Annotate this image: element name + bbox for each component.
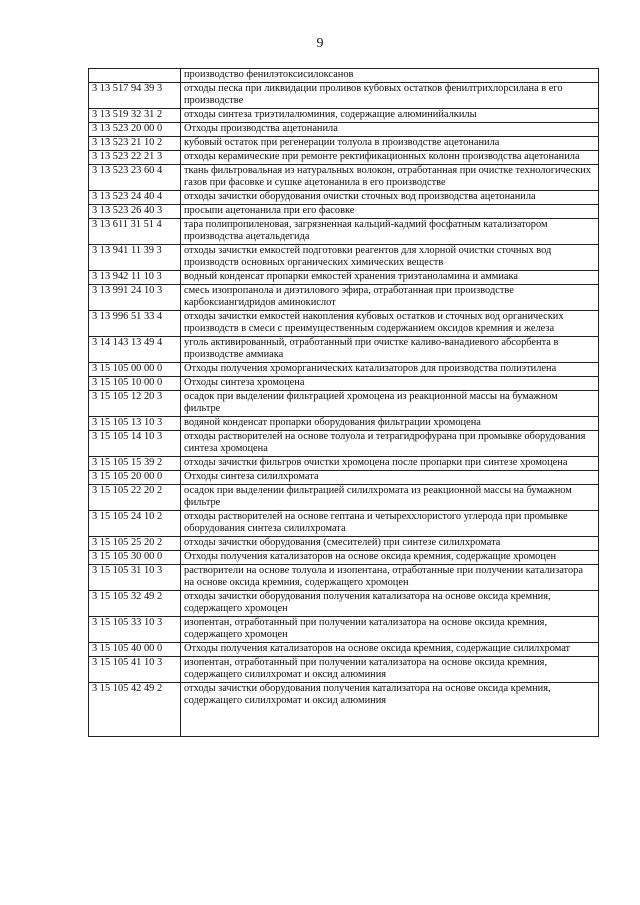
table-row [89,591,599,617]
table-row [89,311,599,337]
waste-code-cell: 3 15 105 14 10 3 [89,431,181,457]
waste-description-cell: тара полипропиленовая, загрязненная кальций-кадмий фосфатным катализатором производства ацетальдегида [181,219,599,245]
waste-code-cell: 3 13 523 24 40 4 [89,191,181,205]
table-row [89,69,599,83]
table-row [89,151,599,165]
waste-code-cell: 3 15 105 40 00 0 [89,643,181,657]
waste-code-cell: 3 15 105 33 10 3 [89,617,181,643]
waste-description-cell: производство фенилэтоксисилоксанов [181,69,599,83]
table-section-row [89,471,599,485]
table-row [89,245,599,271]
waste-code-cell: 3 15 105 32 49 2 [89,591,181,617]
waste-description-cell: отходы зачистки оборудования очистки сточных вод производства ацетонанила [181,191,599,205]
table-row [89,337,599,363]
waste-description-cell: водный конденсат пропарки емкостей хранения триэтаноламина и аммиака [181,271,599,285]
waste-code-cell: 3 15 105 25 20 2 [89,537,181,551]
page-number: 9 [316,36,324,51]
table-row [89,205,599,219]
table-section-row [89,363,599,377]
section-title-cell: Отходы синтеза хромоцена [181,377,599,391]
waste-code-cell: 3 15 105 24 10 2 [89,511,181,537]
waste-description-cell: отходы зачистки фильтров очистки хромоцена после пропарки при синтезе хромоцена [181,457,599,471]
waste-code-cell: 3 13 941 11 39 3 [89,245,181,271]
waste-code-cell: 3 13 517 94 39 3 [89,83,181,109]
waste-description-cell: отходы зачистки оборудования получения катализатора на основе оксида кремния, содержащего хромоцен [181,591,599,617]
section-title-cell: Отходы получения катализаторов на основе оксида кремния, содержащие силилхромат [181,643,599,657]
waste-code-cell: 3 13 942 11 10 3 [89,271,181,285]
waste-description-cell: просыпи ацетонанила при его фасовке [181,205,599,219]
table-row [89,109,599,123]
table-row [89,271,599,285]
table-section-row [89,123,599,137]
waste-code-cell: 3 13 523 22 21 3 [89,151,181,165]
table-section-row [89,551,599,565]
waste-code-cell: 3 15 105 20 00 0 [89,471,181,485]
table-row [89,83,599,109]
waste-code-cell: 3 15 105 13 10 3 [89,417,181,431]
waste-description-cell: изопентан, отработанный при получении катализатора на основе оксида кремния, содержащего силилхромат и оксид алюминия [181,657,599,683]
waste-description-cell: изопентан, отработанный при получении катализатора на основе оксида кремния, содержащего хромоцен [181,617,599,643]
waste-code-cell: 3 13 611 31 51 4 [89,219,181,245]
waste-description-cell: отходы зачистки емкостей подготовки реагентов для хлорной очистки сточных вод производств основных органических химических веществ [181,245,599,271]
waste-description-cell: осадок при выделении фильтрацией силилхромата из реакционной массы на бумажном фильтре [181,485,599,511]
waste-description-cell: водяной конденсат пропарки оборудования фильтрации хромоцена [181,417,599,431]
table-row [89,285,599,311]
table-row [89,565,599,591]
waste-code-cell: 3 13 996 51 33 4 [89,311,181,337]
waste-code-cell: 3 13 523 26 40 3 [89,205,181,219]
table-section-row [89,377,599,391]
table-row [89,137,599,151]
table-row [89,219,599,245]
waste-code-cell: 3 13 523 21 10 2 [89,137,181,151]
table-row [89,191,599,205]
section-title-cell: Отходы синтеза силилхромата [181,471,599,485]
table-row [89,485,599,511]
section-title-cell: Отходы производства ацетонанила [181,123,599,137]
table-row [89,391,599,417]
waste-description-cell: кубовый остаток при регенерации толуола в производстве ацетонанила [181,137,599,151]
waste-description-cell: отходы зачистки оборудования (смесителей) при синтезе силилхромата [181,537,599,551]
waste-code-cell: 3 13 991 24 10 3 [89,285,181,311]
table-section-row [89,643,599,657]
waste-code-cell: 3 15 105 22 20 2 [89,485,181,511]
waste-code-cell: 3 15 105 41 10 3 [89,657,181,683]
waste-description-cell: отходы растворителей на основе толуола и тетрагидрофурана при промывке оборудования синтеза хромоцена [181,431,599,457]
waste-code-cell: 3 15 105 30 00 0 [89,551,181,565]
waste-codes-table [88,68,599,737]
waste-description-cell: отходы синтеза триэтилалюминия, содержащие алюминийалкилы [181,109,599,123]
table-row [89,417,599,431]
waste-code-cell: 3 15 105 31 10 3 [89,565,181,591]
waste-code-cell: 3 15 105 15 39 2 [89,457,181,471]
waste-code-cell: 3 15 105 12 20 3 [89,391,181,417]
waste-code-cell: 3 15 105 00 00 0 [89,363,181,377]
waste-description-cell: отходы песка при ликвидации проливов кубовых остатков фенилтрихлорсилана в его производстве [181,83,599,109]
table-row [89,537,599,551]
table-body [89,69,599,737]
waste-code-cell: 3 13 519 32 31 2 [89,109,181,123]
section-title-cell: Отходы получения катализаторов на основе оксида кремния, содержащие хромоцен [181,551,599,565]
table-row [89,165,599,191]
table-row [89,683,599,737]
waste-code-cell: 3 14 143 13 49 4 [89,337,181,363]
waste-code-cell: 3 15 105 42 49 2 [89,683,181,737]
table-row [89,617,599,643]
waste-description-cell: уголь активированный, отработанный при очистке каливо-ванадиевого абсорбента в производстве аммиака [181,337,599,363]
waste-code-cell: 3 15 105 10 00 0 [89,377,181,391]
table-row [89,511,599,537]
waste-description-cell: смесь изопропанола и диэтилового эфира, отработанная при производстве карбоксиангидридов аминокислот [181,285,599,311]
waste-description-cell: отходы керамические при ремонте ректификационных колонн производства ацетонанила [181,151,599,165]
waste-description-cell: осадок при выделении фильтрацией хромоцена из реакционной массы на бумажном фильтре [181,391,599,417]
table-row [89,457,599,471]
waste-code-cell: 3 13 523 20 00 0 [89,123,181,137]
waste-description-cell: ткань фильтровальная из натуральных волокон, отработанная при очистке технологических газов при фасовке и сушке ацетонанила в его производстве [181,165,599,191]
table-row [89,657,599,683]
waste-code-cell: 3 13 523 23 60 4 [89,165,181,191]
waste-description-cell: отходы зачистки емкостей накопления кубовых остатков и сточных вод органических производств в смеси с преимущественным содержанием оксидов кремния и железа [181,311,599,337]
section-title-cell: Отходы получения хроморганических катализаторов для производства полиэтилена [181,363,599,377]
waste-code-cell [89,69,181,83]
waste-description-cell: отходы растворителей на основе гептана и четыреххлористого углерода при промывке оборудования синтеза силилхромата [181,511,599,537]
waste-description-cell: отходы зачистки оборудования получения катализатора на основе оксида кремния, содержащего силилхромат и оксид алюминия [181,683,599,737]
table-row [89,431,599,457]
waste-description-cell: растворители на основе толуола и изопентана, отработанные при получении катализатора на основе оксида кремния, содержащего хромоцен [181,565,599,591]
